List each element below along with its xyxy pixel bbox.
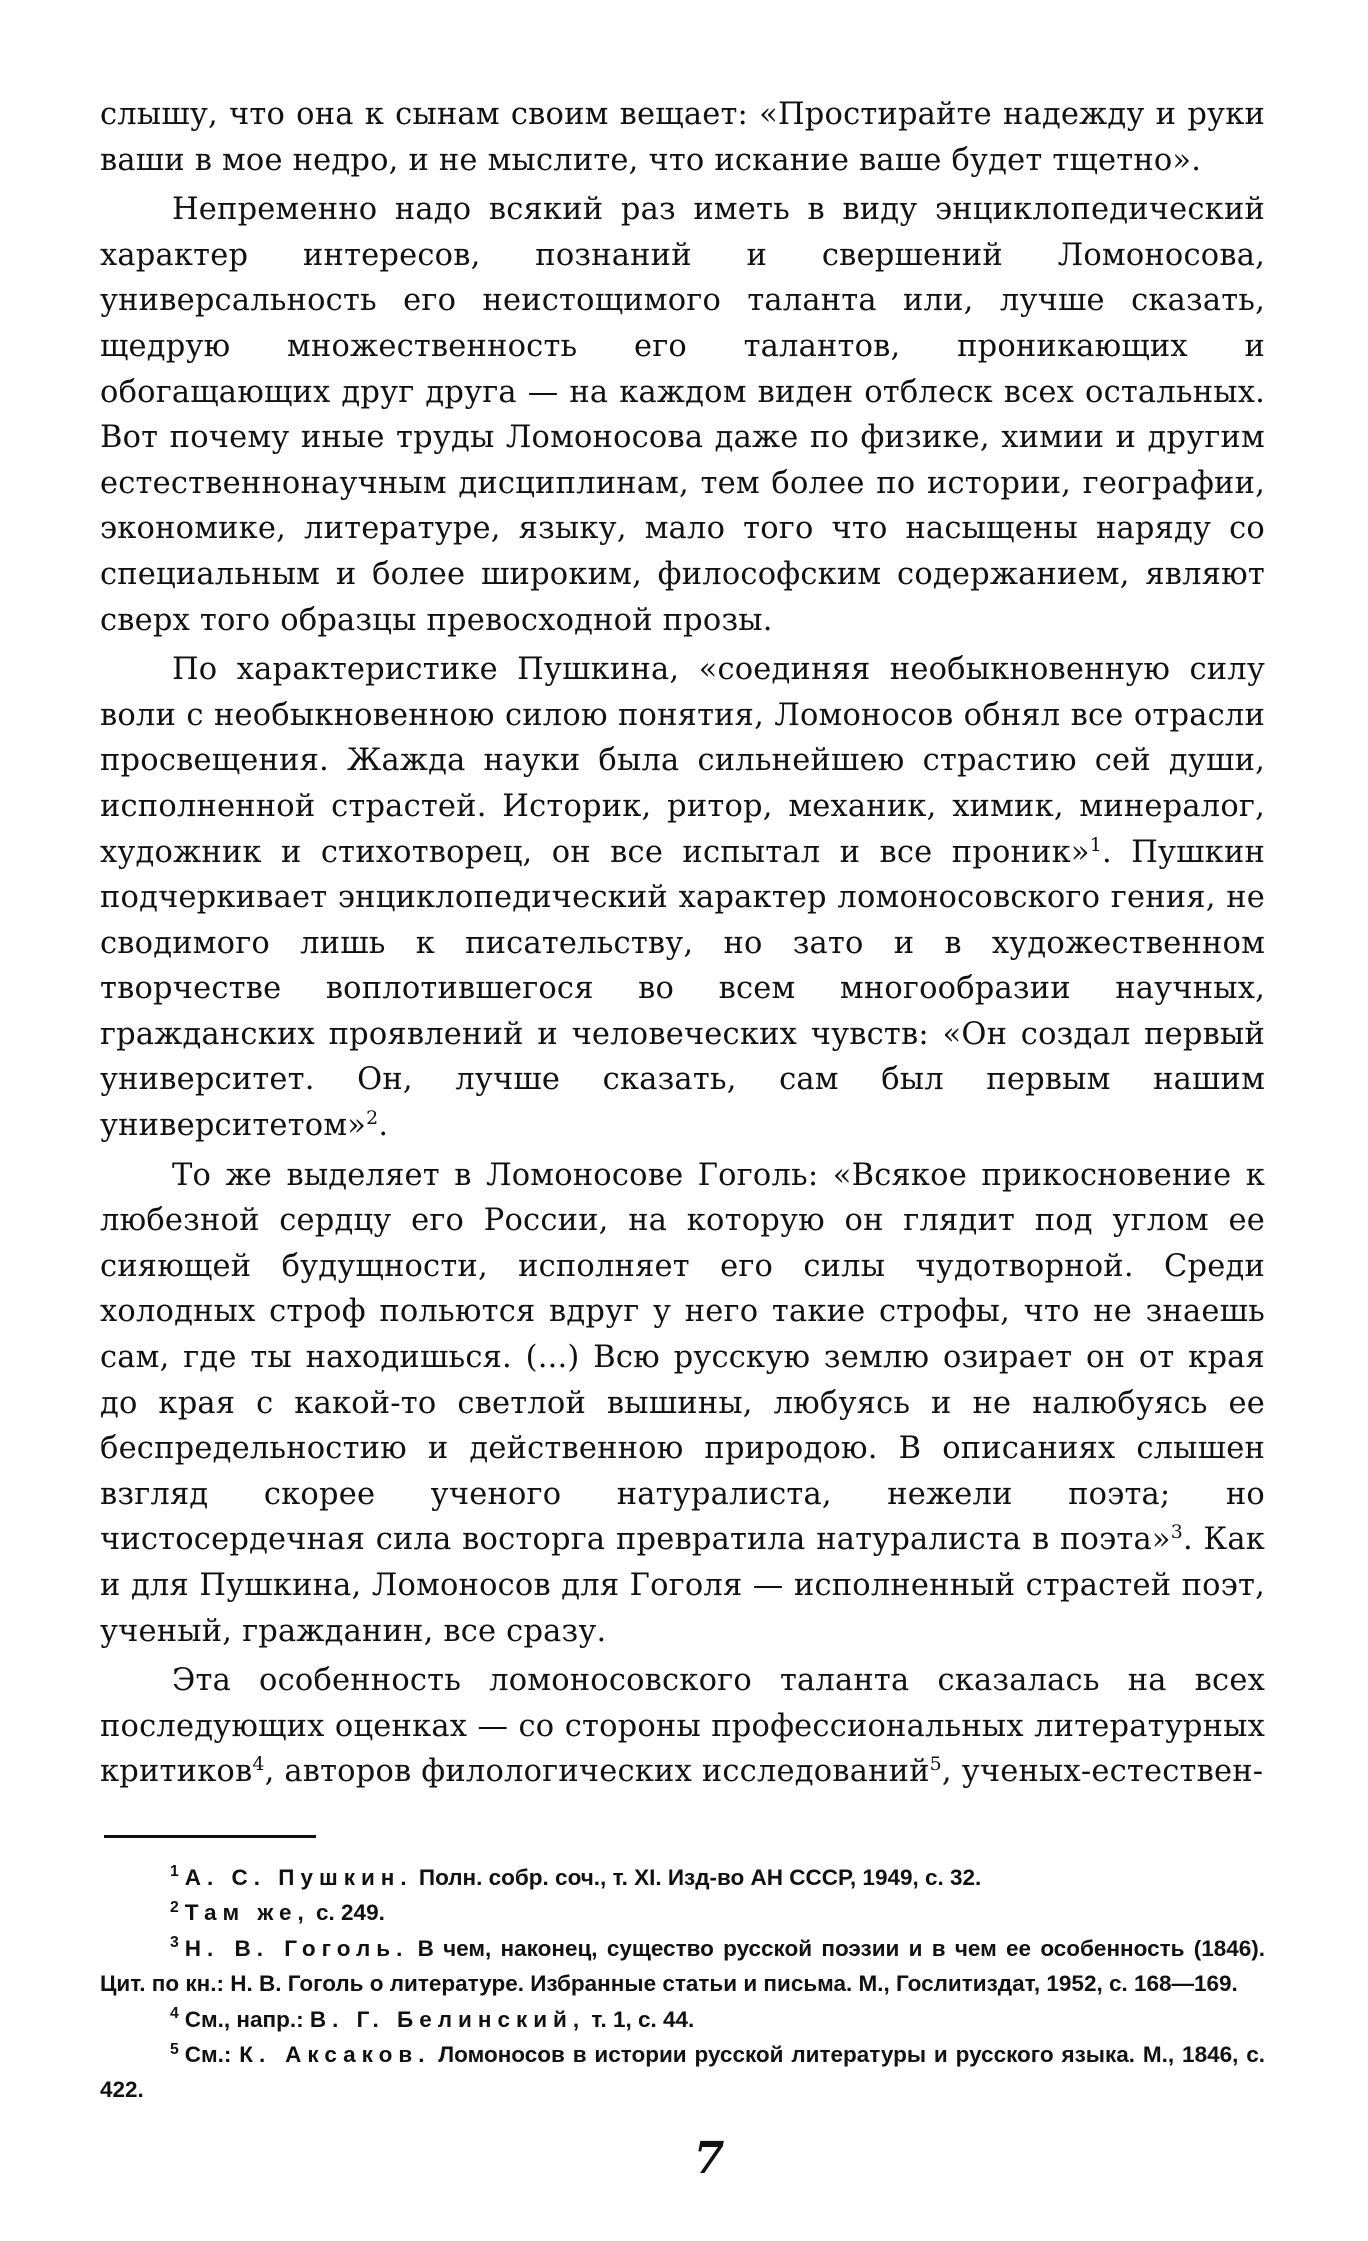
paragraph-2-text: Непременно надо всякий раз иметь в виду энциклопедический характер интересов, познаний и свершений Ломоносова, универсальность его неистощимого таланта или, лучше сказать, щедрую множественность его талантов, проникающих и обогащающих друг друга — на каждом виден отблеск всех остальных. Вот почему иные труды Ломоносова даже по физике, химии и другим естественнонаучным дисциплинам, тем более по истории, географии, экономике, литературе, языку, мало того что насыщены наряду со специальным и более широким, философским содержанием, являют сверх того образцы превосходной прозы. <box>100 192 1265 638</box>
footnote-3 <box>100 1931 1265 2002</box>
footnote-ref-4: 4 <box>252 1753 265 1776</box>
paragraph-3-text-c: . <box>378 1108 389 1144</box>
footnote-ref-2: 2 <box>366 1106 379 1129</box>
footnote-5-author: К. Аксаков. <box>239 2042 431 2067</box>
footnote-3-number: 3 <box>170 1934 179 1952</box>
page <box>100 92 1265 2108</box>
footnote-ref-5: 5 <box>929 1753 942 1776</box>
footnote-2 <box>100 1895 1265 1930</box>
footnote-1 <box>100 1860 1265 1895</box>
footnote-1-text: Полн. собр. соч., т. XI. Изд-во АН СССР, 1949, с. 32. <box>412 1864 982 1890</box>
footnote-2-author: Там же, <box>184 1900 310 1926</box>
paragraph-4-text-a: То же выделяет в Ломоносове Гоголь: «Всякое прикосновение к любезной сердцу его России, на которую он глядит под углом ее сияющей будущности, исполняет его силы чудотворной. Среди холодных строф польются вдруг у него такие строфы, что не знаешь сам, где ты находишься. (...) Всю русскую землю озирает он от края до края с какой-то светлой вышины, любуясь и не налюбуясь ее беспредельностию и действенною природою. В описаниях слышен взгляд скорее ученого натуралиста, нежели поэта; но чистосердечная сила восторга превратила натуралиста в поэта» <box>100 1157 1265 1558</box>
paragraph-3-text-a: По характеристике Пушкина, «соединяя необыкновенную силу воли с необыкновенною силою понятия, Ломоносов обнял все отрасли просвещения. Жажда науки была сильнейшею страстию сей души, исполненной страстей. Историк, ритор, механик, химик, минералог, художник и стихотворец, он все испытал и все проник» <box>100 652 1265 870</box>
footnote-2-text: с. 249. <box>309 1900 385 1926</box>
paragraph-5-text-b: , авторов филологических исследований <box>264 1754 930 1790</box>
paragraph-5-text-c: , ученых-естествен- <box>941 1754 1264 1790</box>
paragraph-4 <box>100 1153 1265 1655</box>
footnote-5-number: 5 <box>170 2040 179 2058</box>
footnote-4-text: т. 1, с. 44. <box>585 2006 695 2032</box>
footnote-1-author: А. С. Пушкин. <box>184 1864 413 1890</box>
paragraph-1 <box>100 92 1265 183</box>
footnote-4-number: 4 <box>170 2005 179 2023</box>
paragraph-2 <box>100 187 1265 643</box>
body-text <box>100 92 1265 1795</box>
paragraph-1-text: слышу, что она к сынам своим вещает: «Простирайте надежду и руки ваши в мое недро, и не мыслите, что искание ваше будет тщетно». <box>100 97 1265 178</box>
paragraph-4-text-b: . Как и для Пушкина, Ломоносов для Гоголя — исполненный страстей поэт, ученый, гражданин, все сразу. <box>100 1522 1265 1649</box>
footnote-3-author: Н. В. Гоголь. <box>184 1935 409 1961</box>
paragraph-3-text-b: . Пушкин подчеркивает энциклопедический характер ломоносовского гения, не сводимого лишь к писательству, но зато и в художественном творчестве воплотившегося во всем многообразии научных, гражданских проявлений и человеческих чувств: «Он создал первый университет. Он, лучше сказать, сам был первым нашим университетом» <box>100 834 1266 1144</box>
footnotes <box>100 1860 1265 2108</box>
footnote-4-author: В. Г. Белинский, <box>309 2006 586 2032</box>
footnote-5-text: Ломоносов в истории русской литературы и русского языка. М., 1846, с. 422. <box>100 2042 1266 2103</box>
footnote-ref-3: 3 <box>1170 1521 1183 1544</box>
footnote-3-text: В чем, наконец, существо русской поэзии и в чем ее особенность (1846). Цит. по кн.: Н. В. Гоголь о литературе. Избранные статьи и письма. М., Гослитиздат, 1952, с. 168—169. <box>100 1935 1265 1997</box>
paragraph-5 <box>100 1658 1265 1795</box>
paragraph-5-text-a: Эта особенность ломоносовского таланта сказалась на всех последующих оценках — со стороны профессиональных литературных критиков <box>100 1663 1265 1790</box>
footnote-ref-1: 1 <box>1089 833 1102 856</box>
page-number <box>0 2134 1368 2184</box>
footnote-5-prefix: См.: <box>184 2042 240 2067</box>
footnote-4-prefix: См., напр.: <box>184 2006 310 2032</box>
footnote-1-number: 1 <box>170 1863 179 1881</box>
footnote-divider <box>104 1835 316 1838</box>
footnote-4 <box>100 2002 1265 2037</box>
footnote-5 <box>100 2037 1265 2108</box>
footnote-2-number: 2 <box>170 1898 179 1916</box>
paragraph-3 <box>100 647 1265 1149</box>
page-number-value: 7 <box>693 2133 725 2184</box>
